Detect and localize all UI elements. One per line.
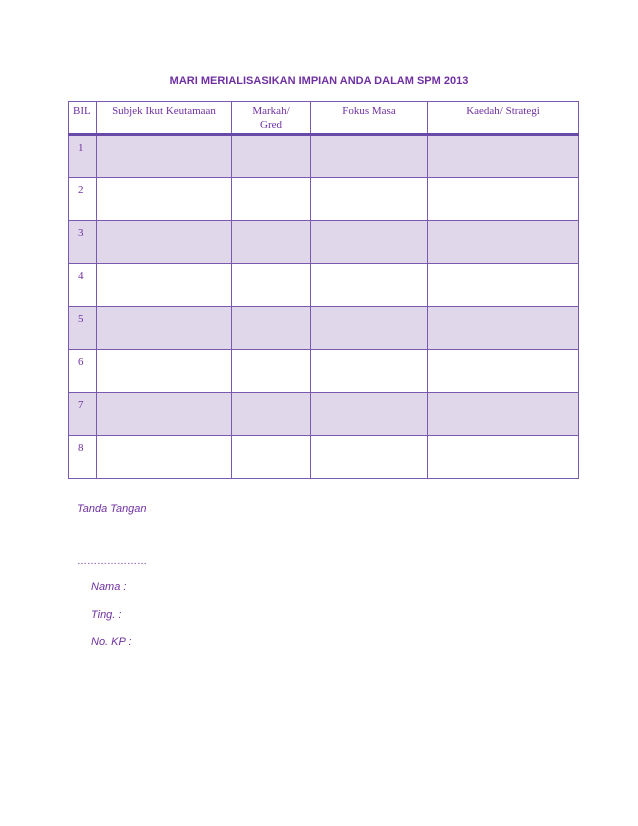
markah-cell[interactable]	[232, 264, 311, 307]
kaedah-cell[interactable]	[428, 436, 579, 479]
header-markah	[232, 102, 311, 135]
markah-cell[interactable]	[232, 178, 311, 221]
table-row	[69, 135, 579, 178]
kaedah-cell[interactable]	[428, 221, 579, 264]
row-number: 6	[69, 350, 97, 393]
kaedah-cell[interactable]	[428, 178, 579, 221]
subjek-cell[interactable]	[97, 221, 232, 264]
markah-cell[interactable]	[232, 393, 311, 436]
header-markah-line1: Markah/	[252, 105, 290, 117]
no-kp-label: No. KP :	[91, 636, 132, 648]
subjek-cell[interactable]	[97, 178, 232, 221]
signature-label: Tanda Tangan	[77, 503, 147, 515]
kaedah-cell[interactable]	[428, 135, 579, 178]
table-header-row	[69, 102, 579, 135]
subjek-cell[interactable]	[97, 350, 232, 393]
row-number: 2	[69, 178, 97, 221]
fokus-cell[interactable]	[311, 264, 428, 307]
subjek-cell[interactable]	[97, 436, 232, 479]
header-markah-line2: Gred	[260, 119, 282, 131]
table-row	[69, 178, 579, 221]
markah-cell[interactable]	[232, 436, 311, 479]
header-kaedah: Kaedah/ Strategi	[428, 102, 579, 135]
subjek-cell[interactable]	[97, 135, 232, 178]
row-number: 1	[69, 135, 97, 178]
row-number: 3	[69, 221, 97, 264]
fokus-cell[interactable]	[311, 307, 428, 350]
kaedah-cell[interactable]	[428, 393, 579, 436]
signature-line[interactable]: …………………	[77, 556, 147, 567]
fokus-cell[interactable]	[311, 393, 428, 436]
row-number: 8	[69, 436, 97, 479]
fokus-cell[interactable]	[311, 178, 428, 221]
fokus-cell[interactable]	[311, 135, 428, 178]
fokus-cell[interactable]	[311, 221, 428, 264]
header-bil: BIL	[69, 102, 97, 135]
table-row	[69, 307, 579, 350]
kaedah-cell[interactable]	[428, 350, 579, 393]
markah-cell[interactable]	[232, 307, 311, 350]
table-row	[69, 393, 579, 436]
markah-cell[interactable]	[232, 350, 311, 393]
row-number: 4	[69, 264, 97, 307]
table-row	[69, 264, 579, 307]
subjek-cell[interactable]	[97, 307, 232, 350]
subjek-cell[interactable]	[97, 264, 232, 307]
fokus-cell[interactable]	[311, 350, 428, 393]
planning-table	[68, 101, 579, 479]
table-row	[69, 221, 579, 264]
page-title: MARI MERIALISASIKAN IMPIAN ANDA DALAM SPM 2013	[169, 75, 469, 87]
table-row	[69, 436, 579, 479]
fokus-cell[interactable]	[311, 436, 428, 479]
header-subjek: Subjek Ikut Keutamaan	[97, 102, 232, 135]
nama-label: Nama :	[91, 581, 127, 593]
ting-label: Ting. :	[91, 609, 122, 621]
subjek-cell[interactable]	[97, 393, 232, 436]
row-number: 5	[69, 307, 97, 350]
table-row	[69, 350, 579, 393]
markah-cell[interactable]	[232, 221, 311, 264]
header-fokus: Fokus Masa	[311, 102, 428, 135]
kaedah-cell[interactable]	[428, 264, 579, 307]
row-number: 7	[69, 393, 97, 436]
markah-cell[interactable]	[232, 135, 311, 178]
kaedah-cell[interactable]	[428, 307, 579, 350]
